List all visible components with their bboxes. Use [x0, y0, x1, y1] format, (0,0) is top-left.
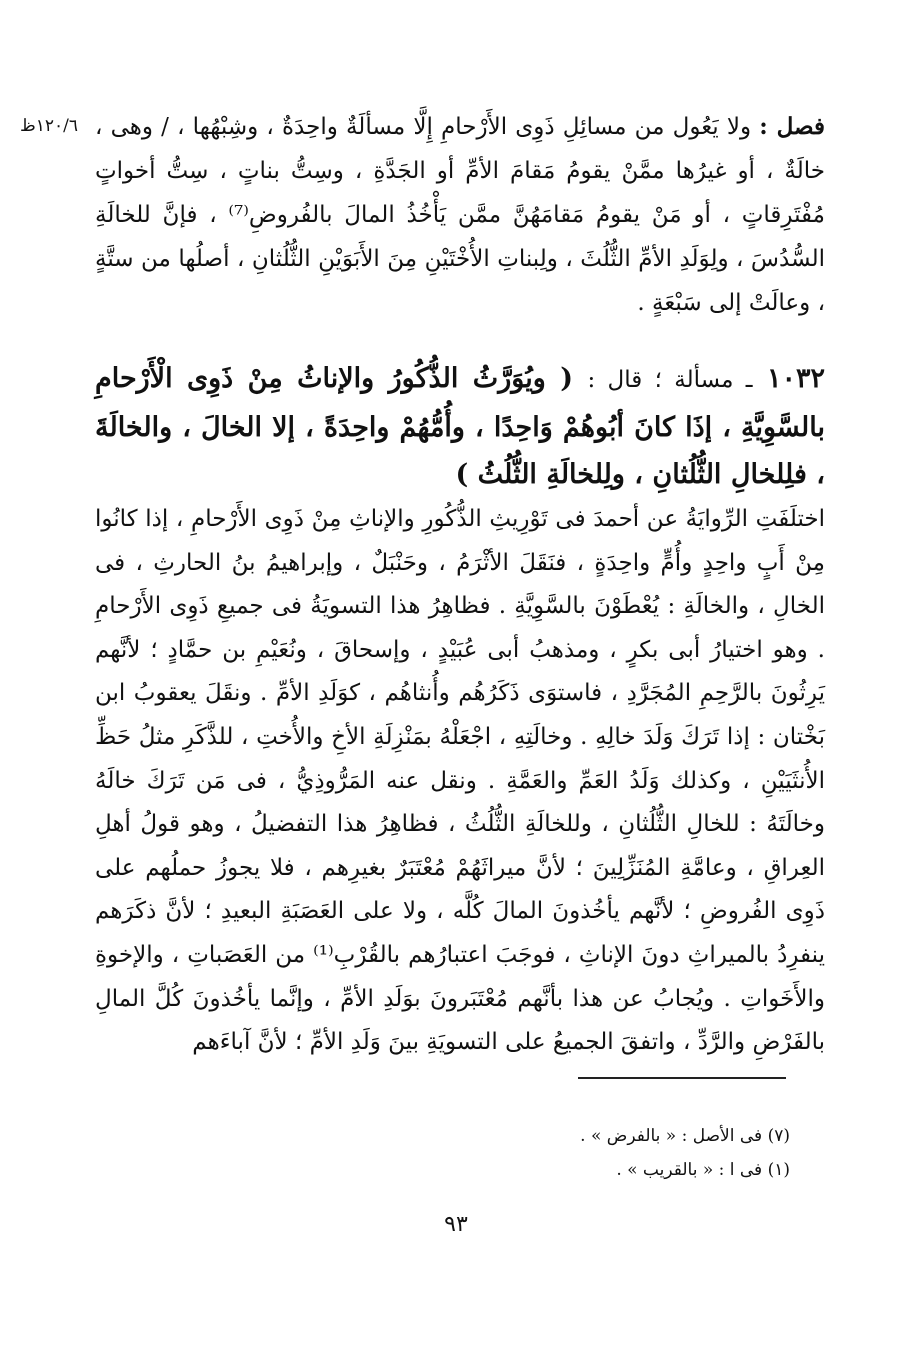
page-number: ٩٣: [444, 1212, 468, 1237]
margin-folio-note: ١٢٠/٦ظ: [20, 116, 78, 136]
fasl-paragraph: [95, 105, 825, 325]
footnote-2: (١) فى ا : « بالقريب » .: [616, 1160, 790, 1180]
body-paragraph: اختلَفَتِ الرِّوايَةُ عن أحمدَ فى تَوْرِيثِ الذُّكُورِ والإناثِ مِنْ ذَوِى الأَرْحامِ ، إذا كانُوا مِنْ أَبٍ واحِدٍ وأُمٍّ واحِدَةٍ ، فنَقَلَ الأثْرَمُ ، وحَنْبَلٌ ، وإبراهيمُ بنُ الحارثِ ، فى الخالِ ، والخالَةِ : يُعْطَوْنَ بالسَّوِيَّةِ . فظاهِرُ هذا التسويَةُ فى جميعِ ذَوِى الأَرْحامِ . وهو اختيارُ أبى بكرٍ ، ومذهبُ أبى عُبَيْدٍ ، وإسحاقَ ، ونُعَيْمِ بن حمَّادٍ ؛ لأنَّهم يَرِثُونَ بالرَّحِمِ المُجَرَّدِ ، فاستوَى ذَكَرُهُم وأُنثاهُم ، كوَلَدِ الأمِّ . ونقَلَ يعقوبُ ابن بَخْتان : إذا تَرَكَ وَلَدَ خالِهِ . وخالَتِهِ ، اجْعَلْهُ بمَنْزِلَةِ الأخِ والأُختِ ، للذَّكَرِ مثلُ حَظِّ الأُنثَيَيْنِ ، وكذلك وَلَدُ العَمِّ والعَمَّةِ . ونقل عنه المَرُّوذِيُّ ، فى مَن تَرَكَ خالَهُ وخالَتَهُ : للخالِ الثُّلُثانِ ، وللخالَةِ الثُّلُثُ ، فظاهِرُ هذا التفضيلُ ، وهو قولُ أهلِ العِراقِ ، وعامَّةِ المُنَزِّلِينَ ؛ لأنَّ ميراثَهُمْ مُعْتَبَرٌ بغيرِهم ، فلا يجوزُ حملُهم على ذَوِى الفُروضِ ؛ لأنَّهم يأخُذونَ المالَ كُلَّه ، ولا على العَصَبَةِ البعيدِ ؛ لأنَّ ذكَرَهم ينفرِدُ بالميراثِ دونَ الإناثِ ، فوجَبَ اعتبارُهم بالقُرْبِ⁽¹⁾ من العَصَباتِ ، والإخوةِ والأَخَواتِ . ويُجابُ عن هذا بأنَّهم مُعْتَبَرونَ بوَلَدِ الأمِّ ، وإنَّما يأخُذونَ كُلَّ المالِ بالفَرْضِ والرَّدِّ ، واتفقَ الجميعُ على التسويَةِ بينَ وَلَدِ الأمِّ ؛ لأنَّ آباءَهم: [95, 506, 825, 1056]
fasl-text: ولا يَعُول من مسائِلِ ذَوِى الأَرْحامِ إِلَّا مسألَةٌ واحِدَةٌ ، وشِبْهُها ، / وهى ، خالَةٌ ، أو غيرُها ممَّنْ يقومُ مَقامَ الأمِّ أو الجَدَّةِ ، وسِتُّ بناتٍ ، سِتُّ أخواتٍ مُفْتَرِقاتٍ ، أو مَنْ يقومُ مَقامَهُنَّ ممَّن يَأْخُذُ المالَ بالفُروضِ⁽⁷⁾ ، فإنَّ للخالَةِ السُّدُسَ ، ولِوَلَدِ الأمِّ الثُّلُثَ ، ولِبناتِ الأُخْتَيْنِ مِنَ الأَبَوَيْنِ الثُّلُثانِ ، أصلُها من ستَّةٍ ، وعالَتْ إلى سَبْعَةٍ .: [95, 114, 825, 316]
masala-text: ( ويُوَرَّثُ الذُّكُورُ والإناثُ مِنْ ذَوِى الْأَرْحامِ بالسَّوِيَّةِ ، إذَا كانَ أبُوهُمْ وَاحِدًا ، وأُمُّهُمْ واحِدَةً ، إلا الخالَ ، والخالَةَ ، فلِلخالِ الثُّلُثانِ ، ولِلخالَةِ الثُّلُثُ ): [95, 363, 825, 490]
masala-prefix: ـ مسألة ؛ قال :: [587, 367, 753, 393]
footnote-divider: [578, 1077, 786, 1079]
fasl-heading: فصل :: [759, 113, 825, 140]
footnote-1: (٧) فى الأصل : « بالفرض » .: [580, 1126, 790, 1146]
masala-number: ١٠٣٢: [766, 363, 825, 394]
masala-heading: [95, 355, 825, 498]
